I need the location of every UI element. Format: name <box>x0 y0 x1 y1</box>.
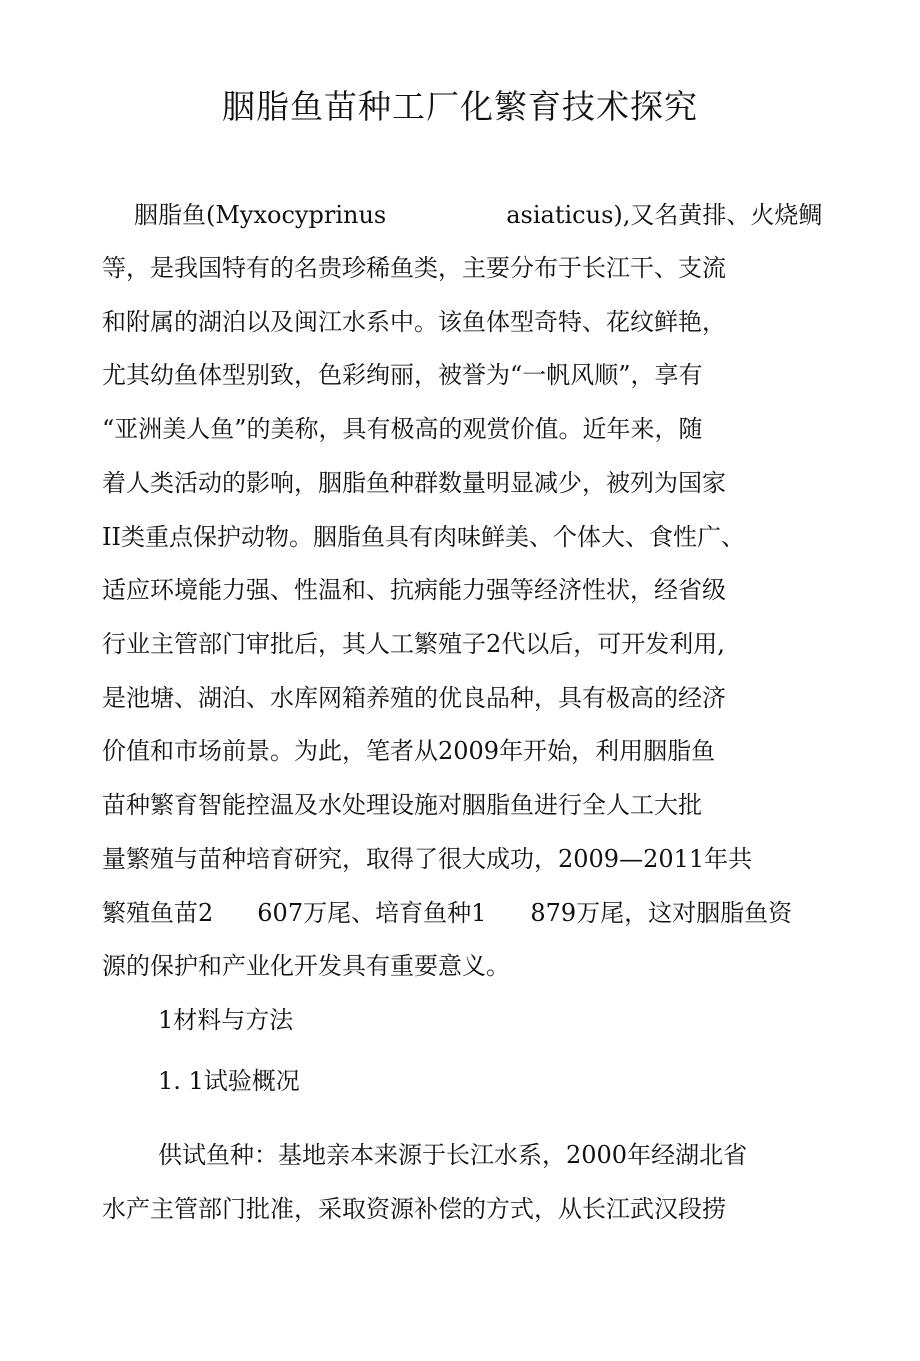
intro-line-12: 苗种繁育智能控温及水处理设施对胭脂鱼进行全人工大批 <box>102 791 702 819</box>
intro-line-14 <box>102 896 792 930</box>
intro-line-3: 和附属的湖泊以及闽江水系中。该鱼体型奇特、花纹鲜艳， <box>102 308 726 336</box>
intro-line-10: 是池塘、湖泊、水库网箱养殖的优良品种，具有极高的经济 <box>102 684 726 712</box>
intro-line-7: II类重点保护动物。胭脂鱼具有肉味鲜美、个体大、食性广、 <box>102 523 745 551</box>
intro-line-15: 源的保护和产业化开发具有重要意义。 <box>102 952 510 980</box>
document-title: 胭脂鱼苗种工厂化繁育技术探究 <box>222 87 698 126</box>
intro-line-6: 着人类活动的影响，胭脂鱼种群数量明显减少，被列为国家 <box>102 469 726 497</box>
intro-line-1 <box>134 198 822 232</box>
intro-line-14-part-1: 繁殖鱼苗2 <box>102 899 214 927</box>
section-body-line-1: 供试鱼种：基地亲本来源于长江水系，2000年经湖北省 <box>158 1141 748 1169</box>
intro-line-13: 量繁殖与苗种培育研究，取得了很大成功，2009—2011年共 <box>102 845 753 873</box>
intro-line-1-part-1: 胭脂鱼(Myxocyprinus <box>134 201 387 229</box>
intro-line-14-part-2: 607万尾、培育鱼种1 <box>257 899 487 927</box>
section-body-line-2: 水产主管部门批准，采取资源补偿的方式，从长江武汉段捞 <box>102 1195 726 1223</box>
intro-line-2: 等，是我国特有的名贵珍稀鱼类，主要分布于长江干、支流 <box>102 254 726 282</box>
subsection-heading: 1. 1试验概况 <box>158 1067 300 1095</box>
intro-line-9: 行业主管部门审批后，其人工繁殖子2代以后，可开发利用, <box>102 630 725 658</box>
intro-line-11: 价值和市场前景。为此，笔者从2009年开始，利用胭脂鱼 <box>102 737 716 765</box>
section-heading: 1材料与方法 <box>158 1006 294 1034</box>
intro-line-14-part-3: 879万尾，这对胭脂鱼资 <box>530 899 793 927</box>
intro-line-8: 适应环境能力强、性温和、抗病能力强等经济性状，经省级 <box>102 576 726 604</box>
intro-line-5: “亚洲美人鱼”的美称，具有极高的观赏价值。近年来，随 <box>102 415 703 443</box>
intro-line-4: 尤其幼鱼体型别致，色彩绚丽，被誉为“一帆风顺”，享有 <box>102 361 703 389</box>
intro-line-1-part-2: asiaticus),又名黄排、火烧鲷 <box>506 201 823 229</box>
